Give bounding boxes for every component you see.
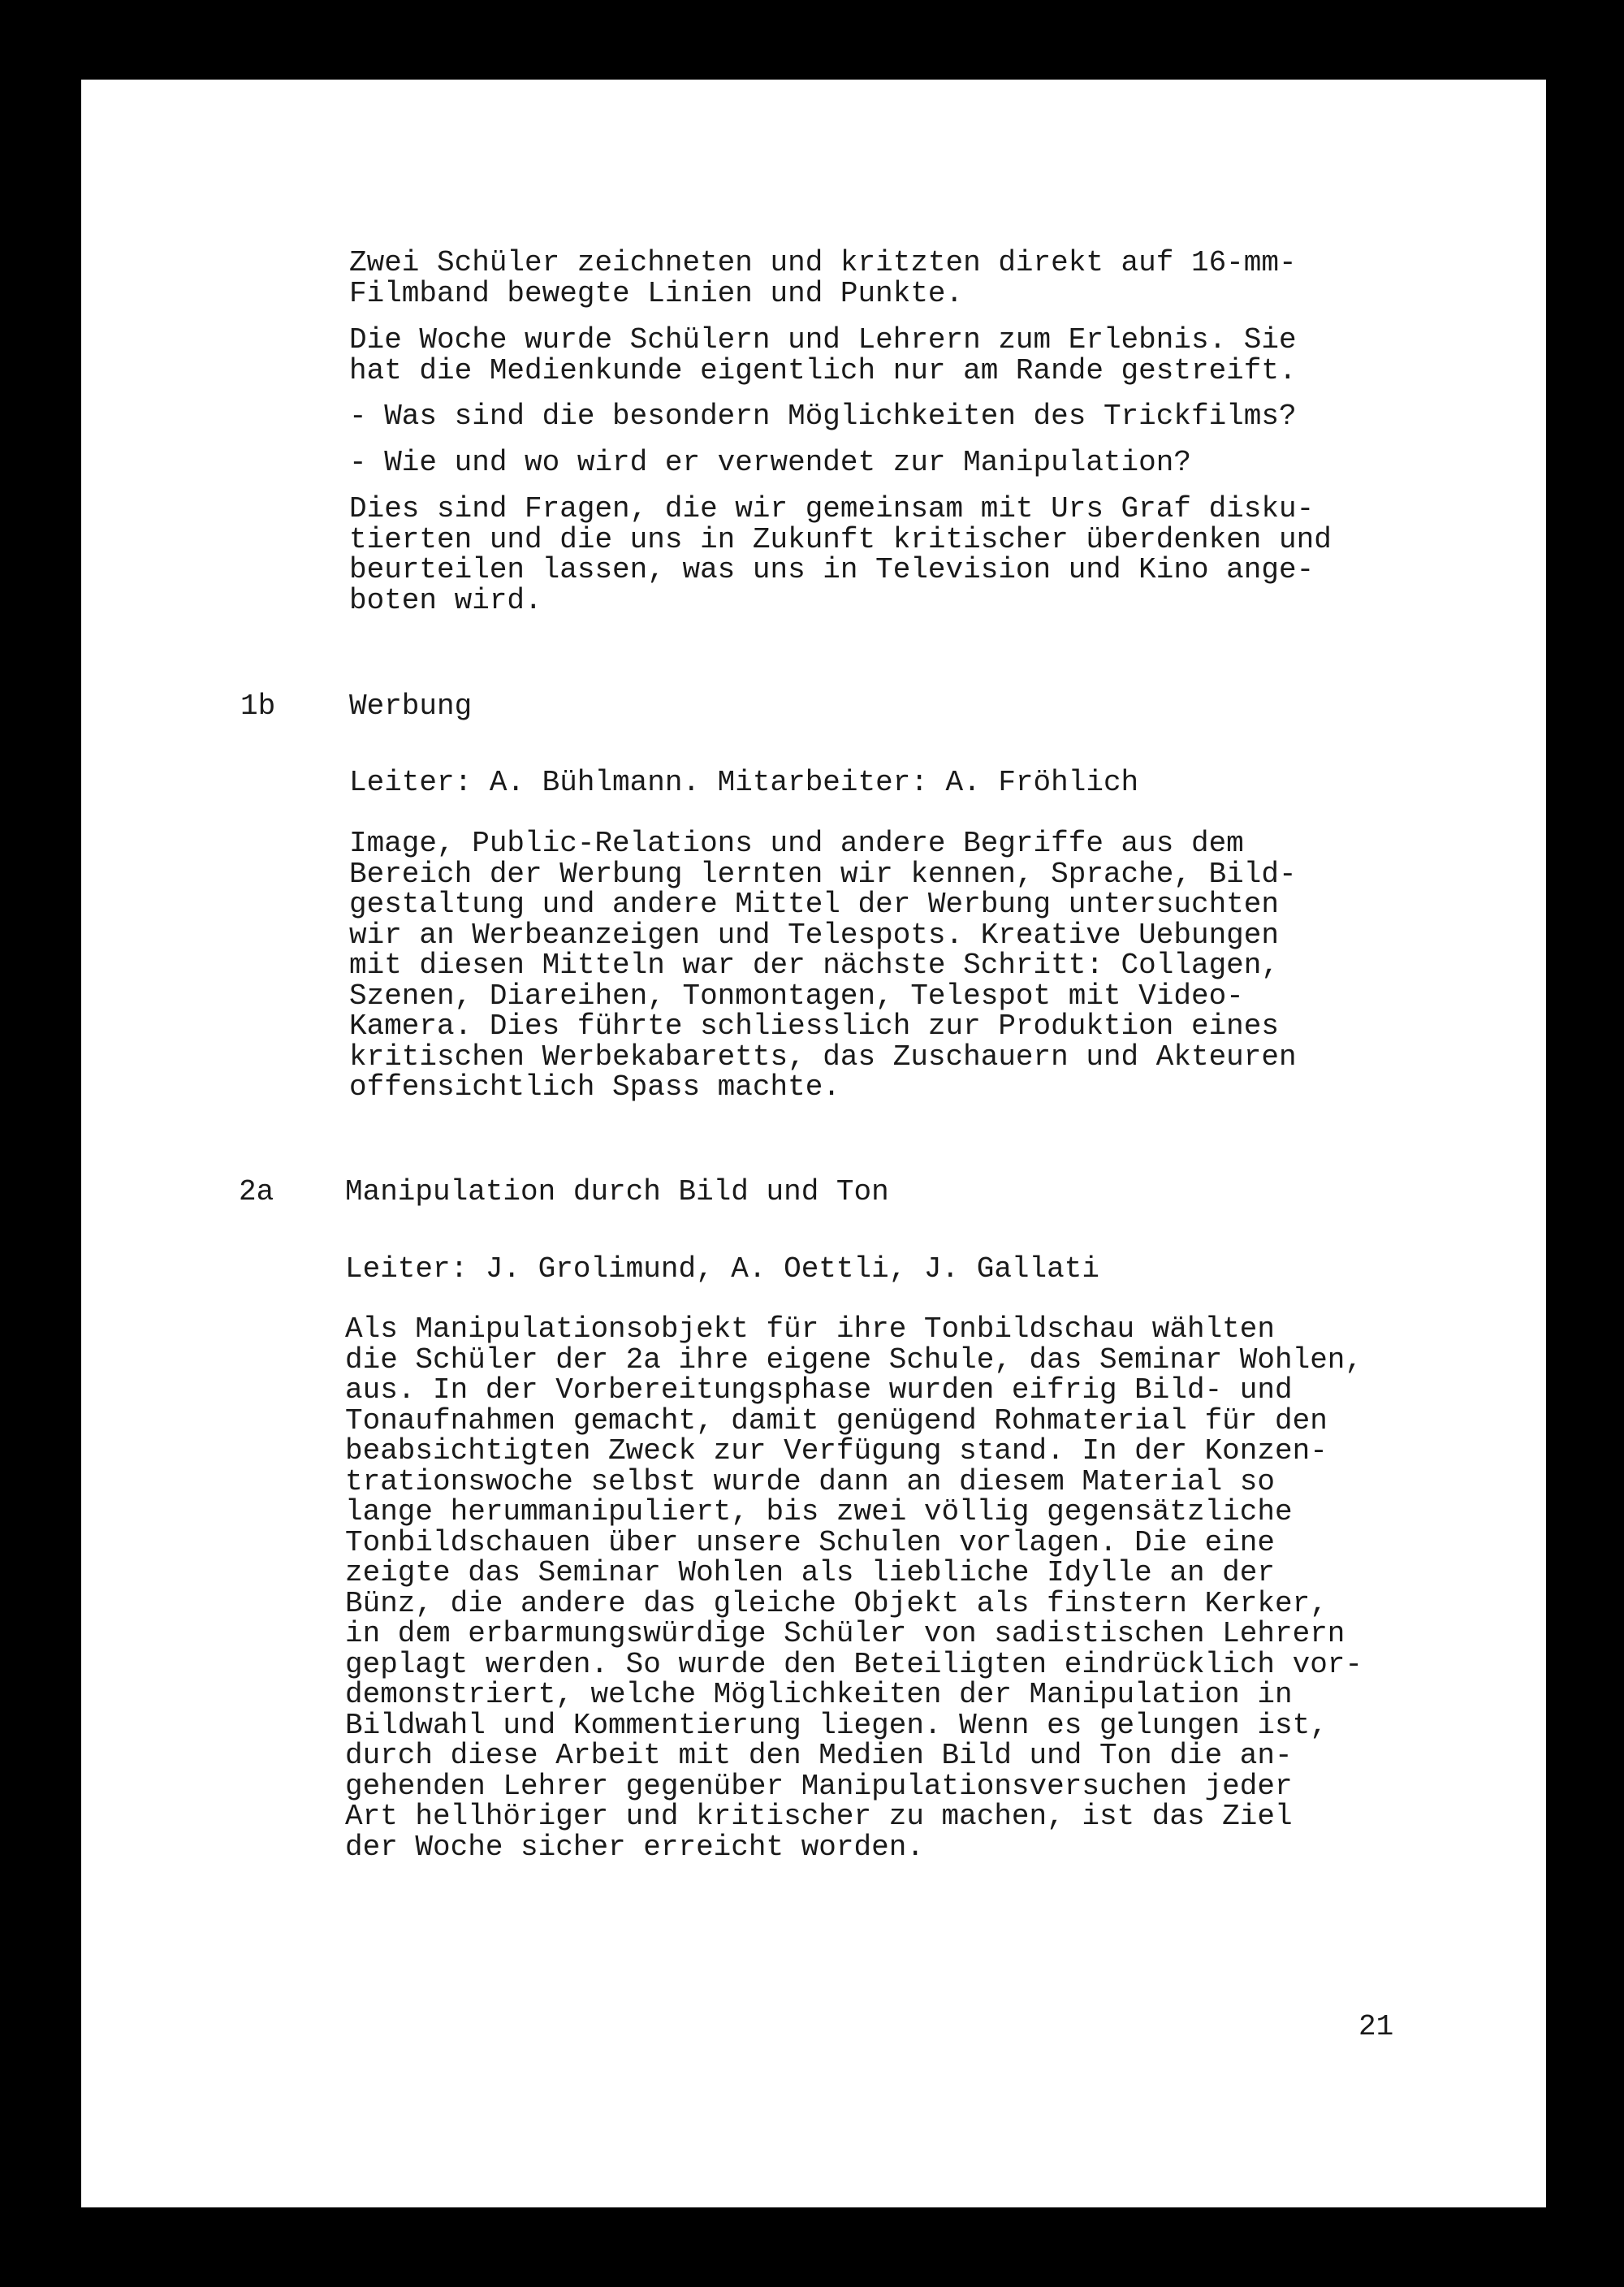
section-1b-staff: Leiter: A. Bühlmann. Mitarbeiter: A. Fröhlich bbox=[349, 766, 1139, 799]
section-2a-title: Manipulation durch Bild und Ton bbox=[345, 1175, 889, 1208]
intro-question-2: - Wie und wo wird er verwendet zur Manipulation? bbox=[349, 446, 1191, 479]
intro-paragraph-2: Die Woche wurde Schülern und Lehrern zum Erlebnis. Sie hat die Medienkunde eigentlich nur am Rande gestreift. bbox=[349, 323, 1297, 387]
intro-paragraph-3: Dies sind Fragen, die wir gemeinsam mit Urs Graf disku- tierten und die uns in Zukunft kritischer überdenken und beurteilen lassen, was uns in Television und Kino ange- boten wird. bbox=[349, 492, 1332, 617]
section-1b-number: 1b bbox=[240, 690, 276, 723]
document-page bbox=[81, 80, 1546, 2207]
section-2a-number: 2a bbox=[239, 1175, 274, 1208]
section-2a-staff: Leiter: J. Grolimund, A. Oettli, J. Gallati bbox=[345, 1252, 1099, 1286]
intro-question-1: - Was sind die besondern Möglichkeiten des Trickfilms? bbox=[349, 400, 1297, 433]
page-number: 21 bbox=[1358, 2010, 1394, 2043]
section-1b-title: Werbung bbox=[349, 690, 473, 723]
section-2a-body: Als Manipulationsobjekt für ihre Tonbildschau wählten die Schüler der 2a ihre eigene Schule, das Seminar Wohlen, aus. In der Vorbereitungsphase wurden eifrig Bild- und Tonaufnahmen gemacht, damit genügend Rohmaterial für den beabsichtigten Zweck zur Verfügung stand. In der Konzen- trationswoche selbst wurde dann an diesem Material so lange herummanipuliert, bis zwei völlig gegensätzliche Tonbildschauen über unsere Schulen vorlagen. Die eine zeigte das Seminar Wohlen als liebliche Idylle an der Bünz, die andere das gleiche Objekt als finstern Kerker, in dem erbarmungswürdige Schüler von sadistischen Lehrern geplagt werden. So wurde den Beteiligten eindrücklich vor- demonstriert, welche Möglichkeiten der Manipulation in Bildwahl und Kommentierung liegen. Wenn es gelungen ist, durch diese Arbeit mit den Medien Bild und Ton die an- gehenden Lehrer gegenüber Manipulationsversuchen jeder Art hellhöriger und kritischer zu machen, ist das Ziel der Woche sicher erreicht worden. bbox=[345, 1312, 1363, 1864]
intro-paragraph-1: Zwei Schüler zeichneten und kritzten direkt auf 16-mm- Filmband bewegte Linien und Punkte. bbox=[349, 246, 1297, 310]
section-1b-body: Image, Public-Relations und andere Begriffe aus dem Bereich der Werbung lernten wir kennen, Sprache, Bild- gestaltung und andere Mittel der Werbung untersuchten wir an Werbeanzeigen und Telespots. Kreative Uebungen mit diesen Mitteln war der nächste Schritt: Collagen, Szenen, Diareihen, Tonmontagen, Telespot mit Video- Kamera. Dies führte schliesslich zur Produktion eines kritischen Werbekabaretts, das Zuschauern und Akteuren offensichtlich Spass machte. bbox=[349, 827, 1297, 1104]
